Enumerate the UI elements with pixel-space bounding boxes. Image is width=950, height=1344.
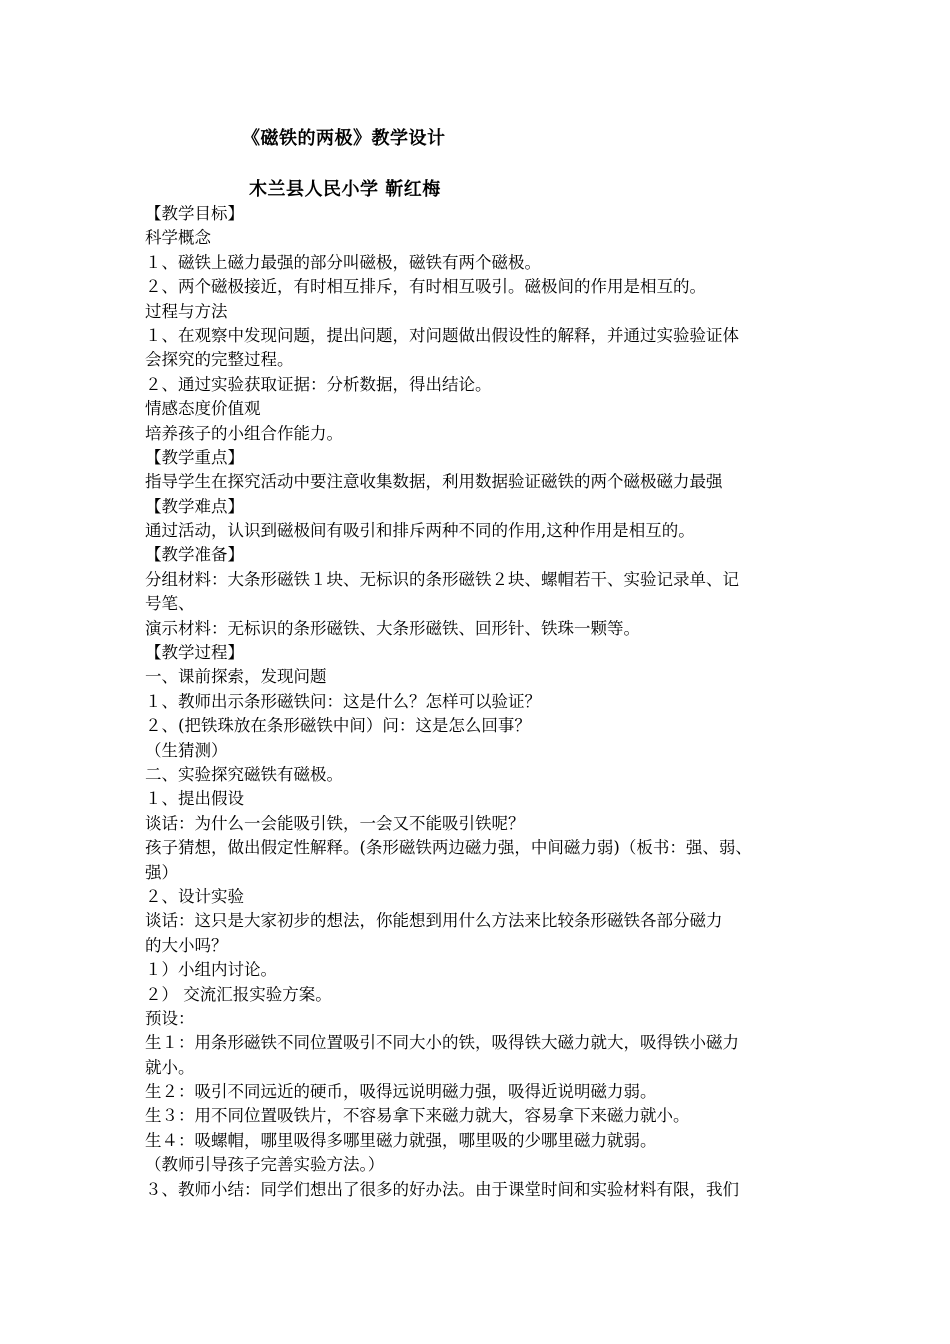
- paragraph-line: １、提出假设: [145, 789, 244, 809]
- paragraph-line: １、磁铁上磁力最强的部分叫磁极，磁铁有两个磁极。: [145, 252, 541, 272]
- paragraph-line: ２） 交流汇报实验方案。: [145, 984, 332, 1004]
- paragraph-line: 分组材料：大条形磁铁１块、无标识的条形磁铁２块、螺帽若干、实验记录单、记: [145, 569, 739, 589]
- paragraph-line: 演示材料：无标识的条形磁铁、大条形磁铁、回形针、铁珠一颗等。: [145, 618, 640, 638]
- paragraph-line: １、教师出示条形磁铁问：这是什么？怎样可以验证？: [145, 691, 541, 711]
- subheading-attitude-values: 情感态度价值观: [145, 399, 261, 419]
- paragraph-line: 生１：用条形磁铁不同位置吸引不同大小的铁，吸得铁大磁力就大，吸得铁小磁力: [145, 1033, 739, 1053]
- paragraph-line: ２、两个磁极接近，有时相互排斥，有时相互吸引。磁极间的作用是相互的。: [145, 277, 706, 297]
- paragraph-line: 指导学生在探究活动中要注意收集数据，利用数据验证磁铁的两个磁极磁力最强: [145, 472, 723, 492]
- document-body: [145, 202, 810, 1202]
- paragraph-line: 生３：用不同位置吸铁片，不容易拿下来磁力就大，容易拿下来磁力就小。: [145, 1106, 690, 1126]
- paragraph-line: 孩子猜想，做出假定性解释。(条形磁铁两边磁力强，中间磁力弱)（板书：强、弱、: [145, 838, 752, 858]
- section-heading-preparation: 【教学准备】: [145, 545, 244, 565]
- paragraph-line: ２、设计实验: [145, 886, 244, 906]
- subheading-science-concept: 科学概念: [145, 228, 211, 248]
- section-heading-process: 【教学过程】: [145, 643, 244, 663]
- section-heading-objectives: 【教学目标】: [145, 204, 244, 223]
- paragraph-line: １、在观察中发现问题，提出问题，对问题做出假设性的解释，并通过实验验证体: [145, 325, 739, 345]
- paragraph-line: 谈话：为什么一会能吸引铁，一会又不能吸引铁呢？: [145, 813, 525, 833]
- paragraph-line: （生猜测）: [145, 740, 228, 760]
- paragraph-line: ２、通过实验获取证据：分析数据，得出结论。: [145, 374, 492, 394]
- paragraph-line: 一、课前探索，发现问题: [145, 667, 327, 687]
- paragraph-line: ２、(把铁珠放在条形磁铁中间）问：这是怎么回事？: [145, 716, 531, 736]
- paragraph-line: 的大小吗？: [145, 935, 228, 955]
- subheading-process-method: 过程与方法: [145, 301, 228, 321]
- paragraph-line: 二、实验探究磁铁有磁极。: [145, 764, 343, 784]
- document-title: 《磁铁的两极》教学设计: [242, 128, 446, 149]
- paragraph-line: 号笔、: [145, 594, 195, 614]
- section-heading-key-points: 【教学重点】: [145, 447, 244, 467]
- paragraph-line: 通过活动，认识到磁极间有吸引和排斥两种不同的作用,这种作用是相互的。: [145, 521, 695, 541]
- paragraph-line: 强）: [145, 862, 178, 882]
- paragraph-line: （教师引导孩子完善实验方法。）: [145, 1155, 385, 1175]
- section-heading-difficulties: 【教学难点】: [145, 496, 244, 516]
- paragraph-line: 谈话：这只是大家初步的想法，你能想到用什么方法来比较条形磁铁各部分磁力: [145, 911, 723, 931]
- paragraph-line: 会探究的完整过程。: [145, 350, 294, 370]
- paragraph-line: 培养孩子的小组合作能力。: [145, 423, 343, 443]
- paragraph-line: １）小组内讨论。: [145, 960, 277, 980]
- paragraph-line: 生２：吸引不同远近的硬币，吸得远说明磁力强，吸得近说明磁力弱。: [145, 1082, 657, 1102]
- paragraph-line: 预设：: [145, 1008, 195, 1028]
- paragraph-line: 就小。: [145, 1057, 195, 1077]
- document-author: 木兰县人民小学 靳红梅: [249, 179, 441, 200]
- paragraph-line: 生４：吸螺帽，哪里吸得多哪里磁力就强，哪里吸的少哪里磁力就弱。: [145, 1130, 657, 1150]
- paragraph-line: ３、教师小结：同学们想出了很多的好办法。由于课堂时间和实验材料有限，我们: [145, 1179, 739, 1199]
